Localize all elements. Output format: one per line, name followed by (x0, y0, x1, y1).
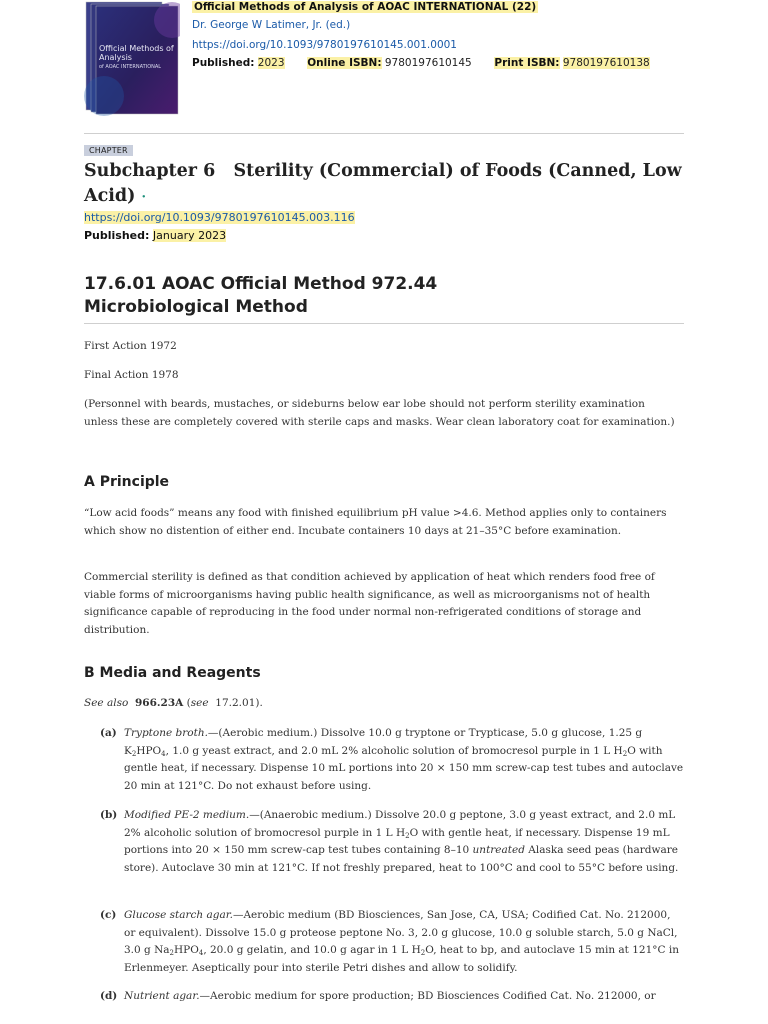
item-text-seg: —(Anaerobic medium.) Dissolve 20.0 g peptone, 3.0 g yeast extract, and 2.0 mL 2% alcoholic solution of bromocresol purple in 1 L H (124, 809, 676, 839)
item-label: (d) (100, 990, 118, 1002)
book-editor-link[interactable]: Dr. George W Latimer, Jr. (ed.) (192, 19, 351, 31)
header-divider (84, 133, 684, 134)
book-doi-link[interactable]: https://doi.org/10.1093/9780197610145.001.0001 (192, 39, 457, 51)
subscript: 2 (131, 749, 137, 758)
item-text (124, 988, 684, 1006)
item-label: (a) (100, 727, 117, 739)
final-action: Final Action 1978 (84, 369, 179, 381)
item-text (124, 807, 684, 877)
item-text (124, 907, 684, 977)
item-text-seg: , 1.0 g yeast extract, and 2.0 mL 2% alcoholic solution of bromocresol purple in 1 L H (165, 744, 623, 757)
online-isbn-value: 9780197610145 (384, 57, 472, 69)
item-text-seg: —(Aerobic medium.) Dissolve 10.0 g tryptone or Trypticase, 5.0 g glucose, 1.25 g K (124, 727, 643, 757)
see-also-label: See also (84, 697, 129, 709)
item-label: (b) (100, 809, 118, 821)
method-title-line2: Microbiological Method (84, 297, 308, 317)
item-name: Tryptone broth. (124, 727, 208, 739)
print-isbn-value: 9780197610138 (562, 57, 650, 69)
subscript: 4 (198, 949, 204, 957)
principle-paragraph-1: “Low acid foods” means any food with finished equilibrium pH value >4.6. Method applies only to containers which show no distention of either end. Incubate containers 10 days at 21–35°C before examination. (84, 507, 667, 537)
item-text-seg: Alaska seed peas (hardware store). Autoclave 30 min at 121°C. If not freshly prepared, heat to 100°C and cool to 55°C before using. (124, 844, 679, 874)
media-item-b (84, 807, 684, 877)
chapter-doi-link[interactable] (84, 211, 355, 224)
chapter-published-value: January 2023 (152, 229, 227, 242)
see-also-reference (84, 697, 263, 709)
principle-paragraph-2: Commercial sterility is defined as that condition achieved by application of heat which renders food free of viable forms of microorganisms having public health significance, as well as microorganisms not of health significance capable of reproducing in the food under normal non-refrigerated conditions of storage and distribution. (84, 571, 655, 636)
subscript: 2 (622, 749, 628, 758)
item-text (124, 725, 684, 795)
method-title-line1: 17.6.01 AOAC Official Method 972.44 (84, 274, 438, 294)
item-text-seg: O with gentle heat, if necessary. Dispense 10 mL portions into 20 × 150 mm screw-cap test tubes and autoclave 20 min at 121°C. Do not exhaust before using. (124, 744, 684, 792)
chapter-tag: CHAPTER (84, 145, 133, 156)
item-text-seg: —Aerobic medium (BD Biosciences, San Jose, CA, USA; Codified Cat. No. 212000, or equivalent). Dissolve 15.0 g proteose peptone No. 3, 2.0 g glucose, 10.0 g soluble starch, 5.0 g NaCl, 3.0 g Na (124, 909, 678, 956)
book-cover-image[interactable] (84, 0, 180, 116)
book-published-value: 2023 (257, 57, 285, 69)
method-title (84, 273, 684, 319)
book-publication-details (192, 57, 712, 69)
subscript: 2 (169, 949, 175, 957)
open-access-dot-icon: · (141, 190, 147, 205)
section-heading-media: B Media and Reagents (84, 665, 261, 681)
chapter-title (84, 159, 688, 210)
subscript: 2 (420, 949, 426, 957)
item-italic: untreated (472, 844, 525, 856)
online-isbn-label: Online ISBN: (307, 57, 382, 69)
item-name: Glucose starch agar. (124, 909, 233, 921)
method-divider (84, 323, 684, 324)
personnel-note: (Personnel with beards, mustaches, or sideburns below ear lobe should not perform sterility examination unless these are completely covered with sterile caps and masks. Wear clean laboratory coat for examination.) (84, 398, 675, 428)
see-also-see: see (190, 697, 209, 709)
chapter-published-label: Published: (84, 229, 150, 242)
chapter-doi-text[interactable]: https://doi.org/10.1093/9780197610145.003.116 (84, 211, 355, 224)
section-heading-principle: A Principle (84, 474, 170, 490)
first-action: First Action 1972 (84, 340, 177, 352)
item-label: (c) (100, 909, 117, 921)
item-text-seg: HPO (136, 744, 162, 757)
book-info (192, 0, 712, 69)
cover-org: of AOAC INTERNATIONAL (99, 64, 162, 70)
item-text-seg: O with gentle heat, if necessary. Dispense 19 mL portions into 20 × 150 mm screw-cap test tubes containing 8–10 (124, 826, 670, 856)
subscript: 4 (161, 749, 166, 758)
see-also-paren: ( (186, 697, 191, 709)
cover-title: Official Methods of Analysis (99, 44, 174, 62)
media-item-d (84, 988, 684, 1006)
chapter-title-text: Subchapter 6 Sterility (Commercial) of Foods (Canned, Low Acid) (84, 161, 688, 206)
item-text-seg: , 20.0 g gelatin, and 10.0 g agar in 1 L H (203, 944, 421, 956)
item-text-seg: —Aerobic medium for spore production; BD Biosciences Codified Cat. No. 212000, or (199, 990, 656, 1002)
print-isbn-label: Print ISBN: (494, 57, 560, 69)
item-text-seg: HPO (174, 944, 199, 956)
item-text-seg: O, heat to bp, and autoclave 15 min at 121°C in Erlenmeyer. Aseptically pour into sterile Petri dishes and allow to solidify. (124, 944, 680, 974)
chapter-publication (84, 229, 226, 242)
media-item-c (84, 907, 684, 977)
see-also-ref-link[interactable]: 966.23A (134, 697, 184, 709)
subscript: 2 (405, 831, 410, 840)
item-name: Modified PE-2 medium. (124, 809, 250, 821)
media-item-a (84, 725, 684, 795)
book-title-link[interactable]: Official Methods of Analysis of AOAC INTERNATIONAL (22) (194, 1, 537, 13)
book-published-label: Published: (192, 57, 255, 69)
see-also-sub-link[interactable]: 17.2.01). (215, 697, 263, 709)
item-name: Nutrient agar. (124, 990, 200, 1002)
